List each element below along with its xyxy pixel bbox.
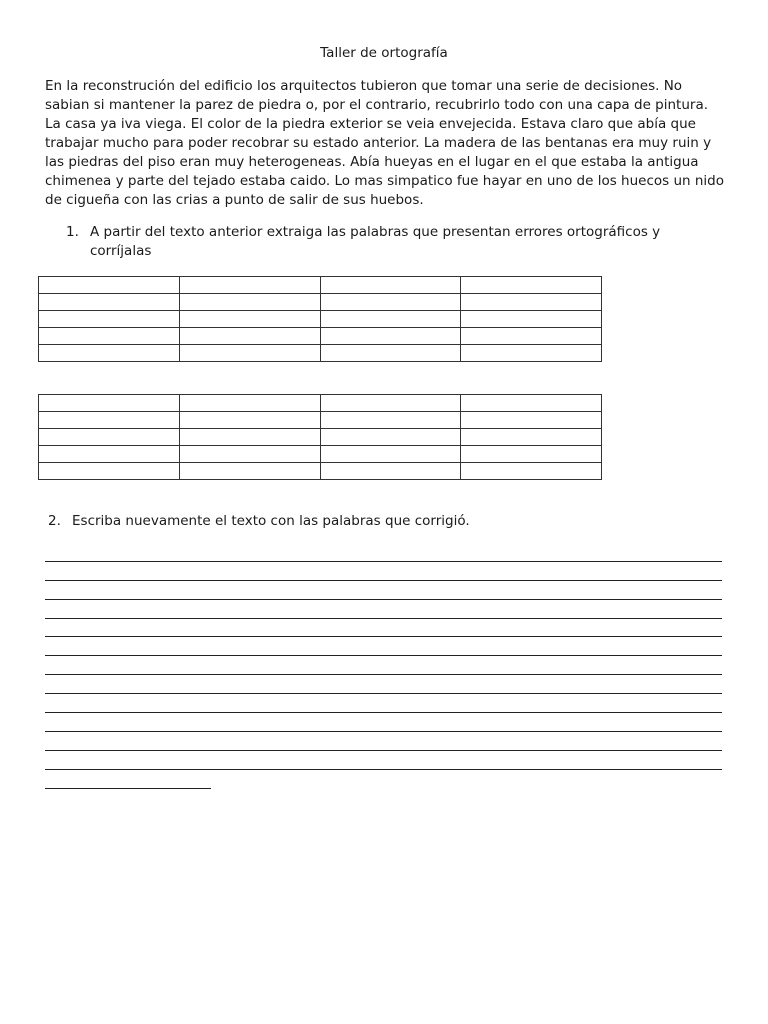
- answer-line[interactable]: [45, 732, 722, 751]
- answer-line[interactable]: [45, 713, 722, 732]
- answer-cell[interactable]: [39, 395, 180, 412]
- answer-line[interactable]: [45, 694, 722, 713]
- answer-cell[interactable]: [39, 311, 180, 328]
- answer-cell[interactable]: [39, 345, 180, 362]
- answer-cell[interactable]: [39, 429, 180, 446]
- answer-line[interactable]: [45, 619, 722, 638]
- answer-cell[interactable]: [179, 277, 320, 294]
- answer-line[interactable]: [45, 581, 722, 600]
- table-row: [39, 294, 602, 311]
- answer-cell[interactable]: [461, 294, 602, 311]
- answer-cell[interactable]: [461, 429, 602, 446]
- answer-cell[interactable]: [320, 429, 461, 446]
- answer-line[interactable]: [45, 562, 722, 581]
- question-1: [66, 223, 706, 261]
- answer-line[interactable]: [45, 637, 722, 656]
- answer-cell[interactable]: [39, 412, 180, 429]
- table-row: [39, 463, 602, 480]
- answer-cell[interactable]: [39, 294, 180, 311]
- table-row: [39, 446, 602, 463]
- question-1-number: 1.: [66, 224, 79, 240]
- answer-cell[interactable]: [179, 311, 320, 328]
- answer-cell[interactable]: [179, 345, 320, 362]
- table-row: [39, 395, 602, 412]
- answer-cell[interactable]: [320, 463, 461, 480]
- answer-cell[interactable]: [461, 328, 602, 345]
- answer-line[interactable]: [45, 751, 722, 770]
- reading-paragraph: En la reconstrución del edificio los arquitectos tubieron que tomar una serie de decisiones. No sabian si mantener la parez de piedra o, por el contrario, recubrirlo todo con una capa de pintura. La casa ya iva viega. El color de la piedra exterior se veia envejecida. Estava claro que abía que trabajar mucho para poder recobrar su estado anterior. La madera de las bentanas era muy ruin y las piedras del piso eran muy heterogeneas. Abía hueyas en el lugar en el que estaba la antigua chimenea y parte del tejado estaba caido. Lo mas simpatico fue hayar en uno de los huecos un nido de cigueña con las crias a punto de salir de sus huebos.: [45, 78, 724, 208]
- question-2: [48, 512, 470, 531]
- answer-cell[interactable]: [179, 328, 320, 345]
- answer-cell[interactable]: [320, 277, 461, 294]
- answer-cell[interactable]: [179, 463, 320, 480]
- table-row: [39, 345, 602, 362]
- answer-cell[interactable]: [461, 277, 602, 294]
- document-title: Taller de ortografía: [320, 45, 448, 61]
- answer-line[interactable]: [45, 675, 722, 694]
- question-2-text: Escriba nuevamente el texto con las palabras que corrigió.: [72, 513, 470, 529]
- answer-cell[interactable]: [320, 328, 461, 345]
- answer-cell[interactable]: [179, 429, 320, 446]
- answer-cell[interactable]: [179, 446, 320, 463]
- answer-cell[interactable]: [320, 345, 461, 362]
- answer-cell[interactable]: [179, 395, 320, 412]
- answer-line[interactable]: [45, 543, 722, 562]
- question-1-text: A partir del texto anterior extraiga las palabras que presentan errores ortográficos y corríjalas: [90, 224, 661, 259]
- answer-line-short[interactable]: [45, 770, 211, 789]
- answer-line[interactable]: [45, 656, 722, 675]
- question-2-number: 2.: [48, 513, 61, 529]
- answer-line[interactable]: [45, 600, 722, 619]
- answer-cell[interactable]: [39, 463, 180, 480]
- answer-cell[interactable]: [320, 446, 461, 463]
- answer-cell[interactable]: [461, 311, 602, 328]
- answer-cell[interactable]: [179, 412, 320, 429]
- answer-cell[interactable]: [39, 277, 180, 294]
- answer-cell[interactable]: [461, 463, 602, 480]
- answer-cell[interactable]: [461, 412, 602, 429]
- table-row: [39, 429, 602, 446]
- answer-cell[interactable]: [179, 294, 320, 311]
- answer-cell[interactable]: [39, 446, 180, 463]
- answer-cell[interactable]: [320, 395, 461, 412]
- answer-table-1: [38, 276, 602, 362]
- table-row: [39, 412, 602, 429]
- answer-cell[interactable]: [461, 345, 602, 362]
- answer-cell[interactable]: [320, 311, 461, 328]
- answer-cell[interactable]: [320, 412, 461, 429]
- table-row: [39, 277, 602, 294]
- answer-lines: [45, 543, 722, 789]
- table-row: [39, 311, 602, 328]
- table-row: [39, 328, 602, 345]
- answer-cell[interactable]: [39, 328, 180, 345]
- answer-cell[interactable]: [320, 294, 461, 311]
- answer-cell[interactable]: [461, 446, 602, 463]
- answer-cell[interactable]: [461, 395, 602, 412]
- answer-table-2: [38, 394, 602, 480]
